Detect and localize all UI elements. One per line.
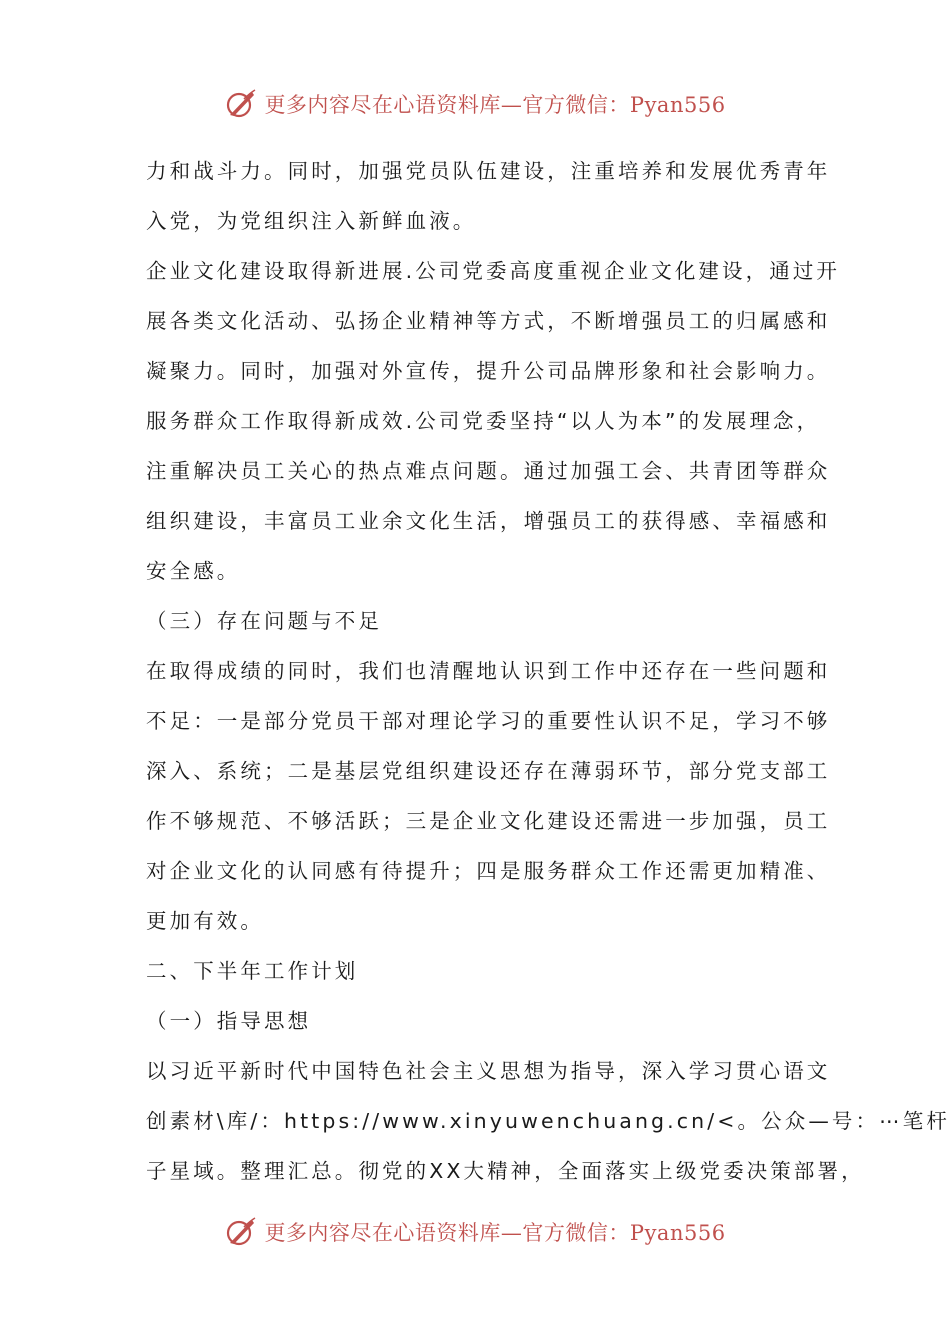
quill-logo-icon — [224, 1215, 258, 1249]
watermark-text: 更多内容尽在心语资料库—官方微信：Pyan556 — [264, 1221, 726, 1245]
text-line: 企业文化建设取得新进展.公司党委高度重视企业文化建设，通过开 — [146, 259, 841, 283]
text-line: 入党，为党组织注入新鲜血液。 — [146, 209, 477, 233]
text-line: 以习近平新时代中国特色社会主义思想为指导，深入学习贯心语文 — [146, 1059, 831, 1083]
text-line: 更加有效。 — [146, 909, 264, 933]
section-heading: 二、下半年工作计划 — [146, 959, 359, 983]
text-line: 在取得成绩的同时，我们也清醒地认识到工作中还存在一些问题和 — [146, 659, 831, 683]
text-line: 作不够规范、不够活跃；三是企业文化建设还需进一步加强，员工 — [146, 809, 831, 833]
footer-watermark-banner — [0, 1212, 950, 1252]
header-watermark-banner — [0, 84, 950, 124]
quill-logo-icon — [224, 87, 258, 121]
text-line: 深入、系统；二是基层党组织建设还存在薄弱环节，部分党支部工 — [146, 759, 831, 783]
text-line: 对企业文化的认同感有待提升；四是服务群众工作还需更加精准、 — [146, 859, 831, 883]
text-line: 创素材\库/：https://www.xinyuwenchuang.cn/<。公众—号：⋯笔杆 — [146, 1109, 950, 1133]
section-heading: （三）存在问题与不足 — [146, 609, 382, 633]
text-line: 力和战斗力。同时，加强党员队伍建设，注重培养和发展优秀青年 — [146, 159, 831, 183]
text-line: 服务群众工作取得新成效.公司党委坚持“以人为本”的发展理念， — [146, 409, 821, 433]
text-line: 不足：一是部分党员干部对理论学习的重要性认识不足，学习不够 — [146, 709, 831, 733]
document-body — [146, 146, 950, 1196]
text-line: 子星域。整理汇总。彻党的XX大精神，全面落实上级党委决策部署， — [146, 1159, 865, 1183]
text-line: 安全感。 — [146, 559, 241, 583]
text-line: 凝聚力。同时，加强对外宣传，提升公司品牌形象和社会影响力。 — [146, 359, 831, 383]
text-line: 展各类文化活动、弘扬企业精神等方式，不断增强员工的归属感和 — [146, 309, 831, 333]
text-line: 组织建设，丰富员工业余文化生活，增强员工的获得感、幸福感和 — [146, 509, 831, 533]
subsection-heading: （一）指导思想 — [146, 1009, 312, 1033]
watermark-text: 更多内容尽在心语资料库—官方微信：Pyan556 — [264, 93, 726, 117]
text-line: 注重解决员工关心的热点难点问题。通过加强工会、共青团等群众 — [146, 459, 831, 483]
